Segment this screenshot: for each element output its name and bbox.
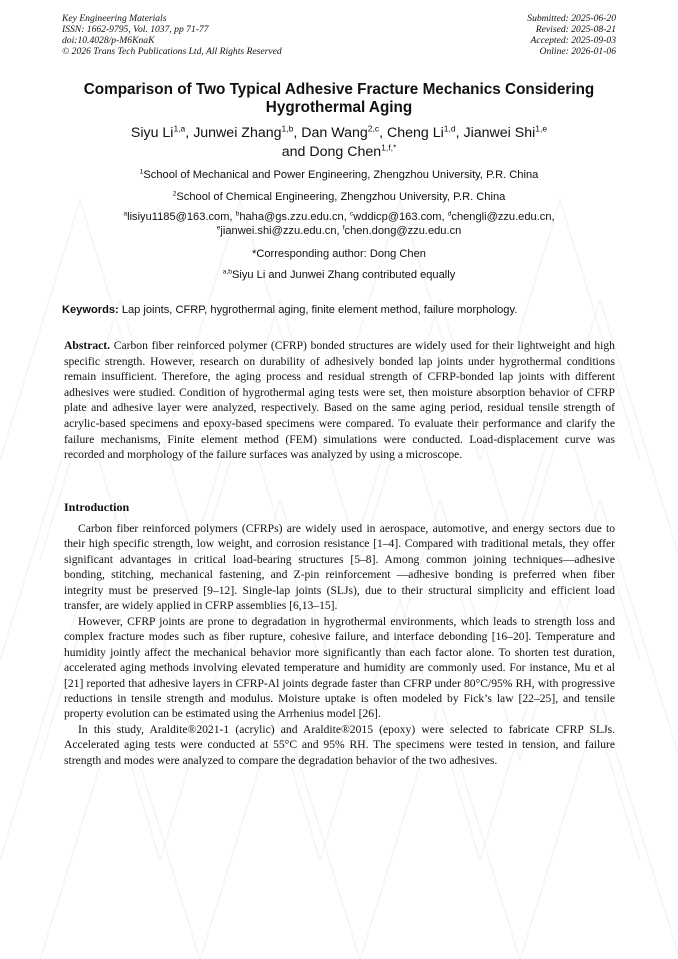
author-affiliation-marker: 1,b [281, 123, 294, 134]
author-affiliation-marker: 1,a [173, 123, 186, 134]
email-marker: e [216, 224, 221, 232]
email-line-2 [62, 225, 616, 239]
author-separator: and [281, 144, 310, 160]
doi: doi:10.4028/p-M6KnaK [62, 35, 155, 46]
abstract-label: Abstract. [64, 339, 111, 352]
email-line-1 [62, 211, 616, 225]
equal-contribution-marker: a,b [222, 268, 232, 276]
copyright: © 2026 Trans Tech Publications Ltd, All Rights Reserved [62, 46, 282, 57]
abstract-text: Carbon fiber reinforced polymer (CFRP) bonded structures are widely used for their lightweight and high specific strength. However, research on durability of adhesively bonded lap joints under hygrothermal conditions remain insufficient. Therefore, the aging process and residual strength of CFRP-bonded lap joints with different adhesives were studied. Condition of hygrothermal aging tests were set, then moisture absorption behavior of CFRP plate and adhesive layer were analyzed, respectively. Based on the same aging period, residual tensile strength of acrylic-based specimens and epoxy-based specimens were compared. To evaluate their performance and clarify the failure mechanisms, Finite element method (FEM) simulations were conducted. Load-displacement curve was recorded and morphology of the failure surfaces was analyzed by using a microscope. [64, 339, 615, 462]
section-heading-introduction: Introduction [64, 500, 130, 514]
author-separator: , [379, 125, 387, 141]
email-marker: c [349, 210, 354, 218]
email-address: jianwei.shi@zzu.edu.cn, [220, 224, 343, 237]
affiliation-2-marker: 2 [172, 190, 177, 198]
author-name: Jianwei Shi [463, 125, 536, 141]
author-name: Dan Wang [301, 125, 368, 141]
email-address: lisiyu1185@163.com, [127, 211, 236, 223]
paragraph: However, CFRP joints are prone to degradation in hygrothermal environments, which leads to strength loss and complex fracture modes such as fiber rupture, cohesive failure, and interface debonding [16–20]. Temperature and humidity jointly affect the mechanical behavior more significantly than each factor alone. To shorten test duration, accelerated aging methods involving elevated temperature and humidity are commonly used. For instance, Mu et al [21] reported that adhesive layers in CFRP-Al joints degrade faster than CFRP under 80°C/95% RH, with progressive reductions in tensile strength and modulus. Moisture uptake is often modeled by Fick’s law [22–25], and tensile property evolution can be estimated using the Arrhenius model [26]. [64, 614, 615, 721]
author-list [62, 124, 616, 162]
email-list [62, 211, 616, 238]
publication-dates [527, 13, 616, 57]
keywords [62, 303, 616, 317]
email-address: chen.dong@zzu.edu.cn [344, 224, 462, 237]
submitted-date: Submitted: 2025-06-20 [527, 13, 616, 24]
email-marker: a [123, 210, 128, 218]
author-name: Siyu Li [130, 125, 174, 141]
equal-contribution-text: Siyu Li and Junwei Zhang contributed equally [232, 269, 456, 281]
accepted-date: Accepted: 2025-09-03 [530, 35, 616, 46]
author-affiliation-marker: 1,e [535, 123, 548, 134]
author-separator: , [185, 125, 194, 141]
affiliation-1-text: School of Mechanical and Power Engineering, Zhengzhou University, P.R. China [143, 169, 539, 181]
author-name: Junwei Zhang [193, 125, 282, 141]
email-address: haha@gs.zzu.edu.cn, [239, 211, 350, 223]
affiliation-2 [62, 190, 616, 204]
author-name: Dong Chen [309, 144, 382, 160]
email-address: chengli@zzu.edu.cn, [451, 211, 555, 223]
author-affiliation-marker: 1,f,* [381, 142, 397, 153]
email-marker: b [235, 210, 240, 218]
author-name: Cheng Li [387, 125, 444, 141]
revised-date: Revised: 2025-08-21 [535, 24, 616, 35]
introduction-body [64, 521, 615, 768]
journal-info [62, 13, 282, 57]
paragraph: In this study, Araldite®2021-1 (acrylic) and Araldite®2015 (epoxy) were selected to fabricate CFRP SLJs. Accelerated aging tests were conducted at 55°C and 95% RH. The specimens were tested in tension, and failure strength and modes were analyzed to compare the degradation behavior of the two adhesives. [64, 722, 615, 767]
keywords-label: Keywords: [62, 304, 119, 316]
equal-contribution-note [62, 268, 616, 282]
corresponding-author: *Corresponding author: Dong Chen [252, 248, 426, 260]
issn: ISSN: 1662-9795, Vol. 1037, pp 71-77 [62, 24, 209, 35]
email-marker: d [447, 210, 452, 218]
paragraph: Carbon fiber reinforced polymers (CFRPs) are widely used in aerospace, automotive, and energy sectors due to their high specific strength, low weight, and corrosion resistance [1–4]. Compared with traditional metals, they offer significant advantages in critical load-bearing structures [5–8]. Among common joining techniques—adhesive bonding, stitching, mechanical fastening, and Z-pin reinforcement —adhesive bonding is preferred when fiber integrity must be preserved [9–12]. Single-lap joints (SLJs), due to their structural simplicity and efficient load transfer, are widely applied in CFRP assemblies [6,13–15]. [64, 522, 615, 613]
email-address: wddicp@163.com, [353, 211, 448, 223]
affiliation-1-marker: 1 [139, 168, 144, 176]
keywords-text: Lap joints, CFRP, hygrothermal aging, finite element method, failure morphology. [121, 304, 518, 316]
email-marker: f [342, 224, 345, 232]
affiliation-1 [62, 168, 616, 182]
author-affiliation-marker: 2,c [367, 123, 380, 134]
paper-title: Comparison of Two Typical Adhesive Fracture Mechanics Considering Hygrothermal Aging [83, 81, 595, 116]
author-separator: , [455, 125, 464, 141]
affiliation-2-text: School of Chemical Engineering, Zhengzhou University, P.R. China [176, 191, 506, 203]
online-date: Online: 2026-01-06 [539, 46, 616, 57]
journal-name: Key Engineering Materials [62, 13, 167, 24]
author-affiliation-marker: 1,d [443, 123, 456, 134]
author-separator: , [293, 125, 302, 141]
abstract [64, 338, 615, 463]
